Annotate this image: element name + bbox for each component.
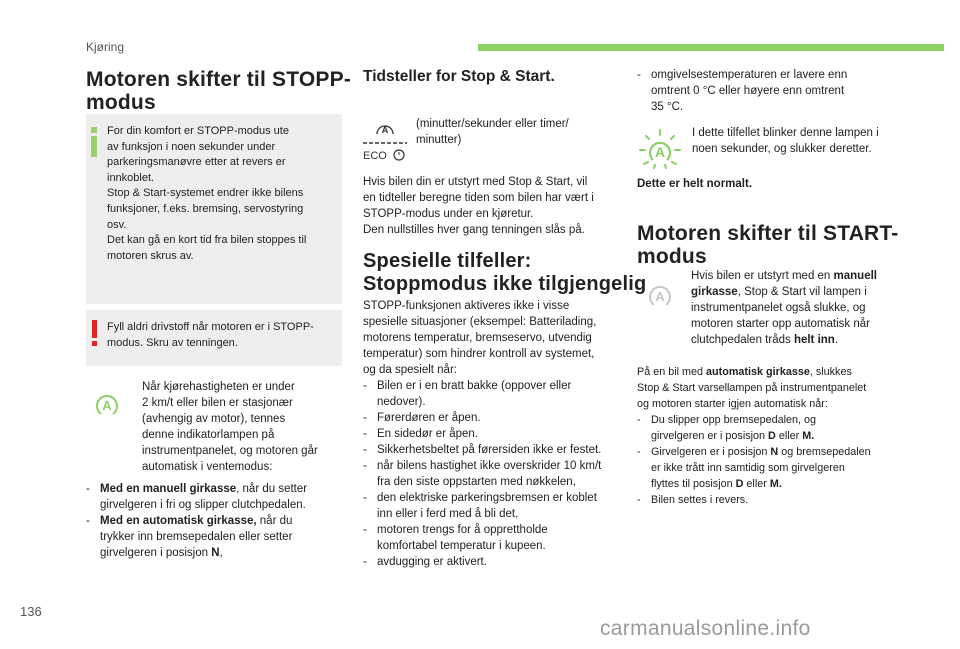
svg-text:A: A: [381, 125, 389, 135]
list-item: - Girvelgeren er i posisjon N og bremsepedalen: [637, 444, 871, 460]
start-automatic-description: På en bil med automatisk girkasse, slukkes Stop & Start varsellampen på instrumentpanelet og motoren starter igjen automatisk når: - Du slipper opp bremsepedalen, og girvelgeren er i posisjon D eller M. - Girvelgeren er i posisjon N og bremsepedalen er ikke trått inn samtidig som girvelgeren flyttes til posisjon D eller M. - Bilen settes i revers.: [637, 364, 871, 508]
info-icon-dot: [91, 127, 97, 133]
list-item: - Med en automatisk girkasse, når du: [86, 513, 307, 529]
blink-description: I dette tilfellet blinker denne lampen i noen sekunder, og slukker deretter.: [692, 127, 879, 155]
section-label: Kjøring: [86, 40, 125, 54]
info-icon-bar: [91, 136, 97, 157]
page-number: 136: [20, 604, 42, 619]
svg-text:ECO: ECO: [363, 150, 387, 162]
warning-note-box: [86, 310, 342, 366]
section-accent-bar: [478, 44, 944, 51]
svg-text:A: A: [654, 144, 666, 160]
heading-timer: Tidsteller for Stop & Start.: [363, 68, 555, 85]
timer-units: (minutter/sekunder eller timer/ minutter): [416, 118, 569, 146]
list-item: - Sikkerhetsbeltet på førersiden ikke er festet.: [363, 442, 601, 458]
list-item: - avdugging er aktivert.: [363, 554, 601, 570]
list-item: - motoren trengs for å opprettholde: [363, 522, 601, 538]
eco-timer-icon: [362, 116, 408, 164]
stop-start-indicator-icon: [93, 392, 121, 418]
list-item: - den elektriske parkeringsbremsen er koblet: [363, 490, 601, 506]
svg-text:A: A: [102, 398, 112, 413]
list-item: - Bilen settes i revers.: [637, 492, 871, 508]
indicator-description: Når kjørehastigheten er under 2 km/t eller bilen er stasjonær (avhengig av motor), tennes denne indikatorlampen på instrumentpanelet, og motoren går automatisk i ventemodus:: [142, 381, 318, 473]
list-item: - når bilens hastighet ikke overskrider 10 km/t: [363, 458, 601, 474]
info-note-box: [86, 114, 342, 304]
warning-icon-bar: [92, 320, 97, 338]
stop-start-blinking-icon: [638, 128, 682, 172]
svg-text:A: A: [655, 289, 665, 304]
list-item: - Du slipper opp bremsepedalen, og: [637, 412, 871, 428]
list-item: - Førerdøren er åpen.: [363, 410, 601, 426]
list-item: - Bilen er i en bratt bakke (oppover eller: [363, 378, 601, 394]
warning-icon-dot: [92, 341, 97, 346]
normal-note: Dette er helt normalt.: [637, 178, 753, 190]
stop-start-off-icon: [645, 281, 675, 309]
stop-conditions-list: - Med en manuell girkasse, når du setter girvelgeren i fri og slipper clutchpedalen. - Med en automatisk girkasse, når du trykker inn bremsepedalen eller setter girvelgeren i posisjon N,: [86, 481, 307, 561]
special-cases-text: STOPP-funksjonen aktiveres ikke i visse spesielle situasjoner (eksempel: Batterilading, motorens temperatur, bremseservo, utvendig temperatur) som hindrer kontroll av systemet, og da spesielt når: - Bilen er i en bratt bakke (oppover eller nedover). - Førerdøren er åpen. - En sidedør er åpen. - Sikkerhetsbeltet på førersiden ikke er festet. - når bilens hastighet ikke overskrider 10 km/t fra den siste oppstarten med nøkkelen, - den elektriske parkeringsbremsen er koblet inn eller i ferd med å bli det, - motoren trengs for å opprettholde komfortabel temperatur i kupeen. - avdugging er aktivert.: [363, 298, 601, 570]
temperature-condition: - omgivelsestemperaturen er lavere enn omtrent 0 °C eller høyere enn omtrent 35 °C.: [637, 67, 847, 115]
list-item: - Med en manuell girkasse, når du setter: [86, 481, 307, 497]
list-item: - En sidedør er åpen.: [363, 426, 601, 442]
heading-stop-mode: Motoren skifter til STOPP- modus: [86, 68, 352, 114]
info-note-text: For din komfort er STOPP-modus ute av funksjon i noen sekunder under parkeringsmanøvre etter at revers er innkoblet. Stop & Start-systemet endrer ikke bilens funksjoner, f.eks. bremsing, servostyring osv. Det kan gå en kort tid fra bilen stoppes til motoren skrus av.: [107, 125, 307, 262]
warning-note-text: Fyll aldri drivstoff når motoren er i STOPP- modus. Skru av tenningen.: [107, 321, 314, 349]
start-manual-description: Hvis bilen er utstyrt med en manuell girkasse, Stop & Start vil lampen i instrumentpanelet også slukke, og motoren starter opp automatisk når clutchpedalen tråds helt inn.: [691, 270, 877, 346]
heading-start-mode: Motoren skifter til START- modus: [637, 222, 899, 268]
timer-description: Hvis bilen din er utstyrt med Stop & Start, vil en tidteller beregne tiden som bilen har vært i STOPP-modus under en kjøretur. Den nullstilles hver gang tenningen slås på.: [363, 176, 594, 236]
watermark: carmanualsonline.info: [600, 617, 811, 640]
heading-special-cases: Spesielle tilfeller: Stoppmodus ikke tilgjengelig: [363, 250, 647, 295]
list-item: - omgivelsestemperaturen er lavere enn: [637, 67, 847, 83]
